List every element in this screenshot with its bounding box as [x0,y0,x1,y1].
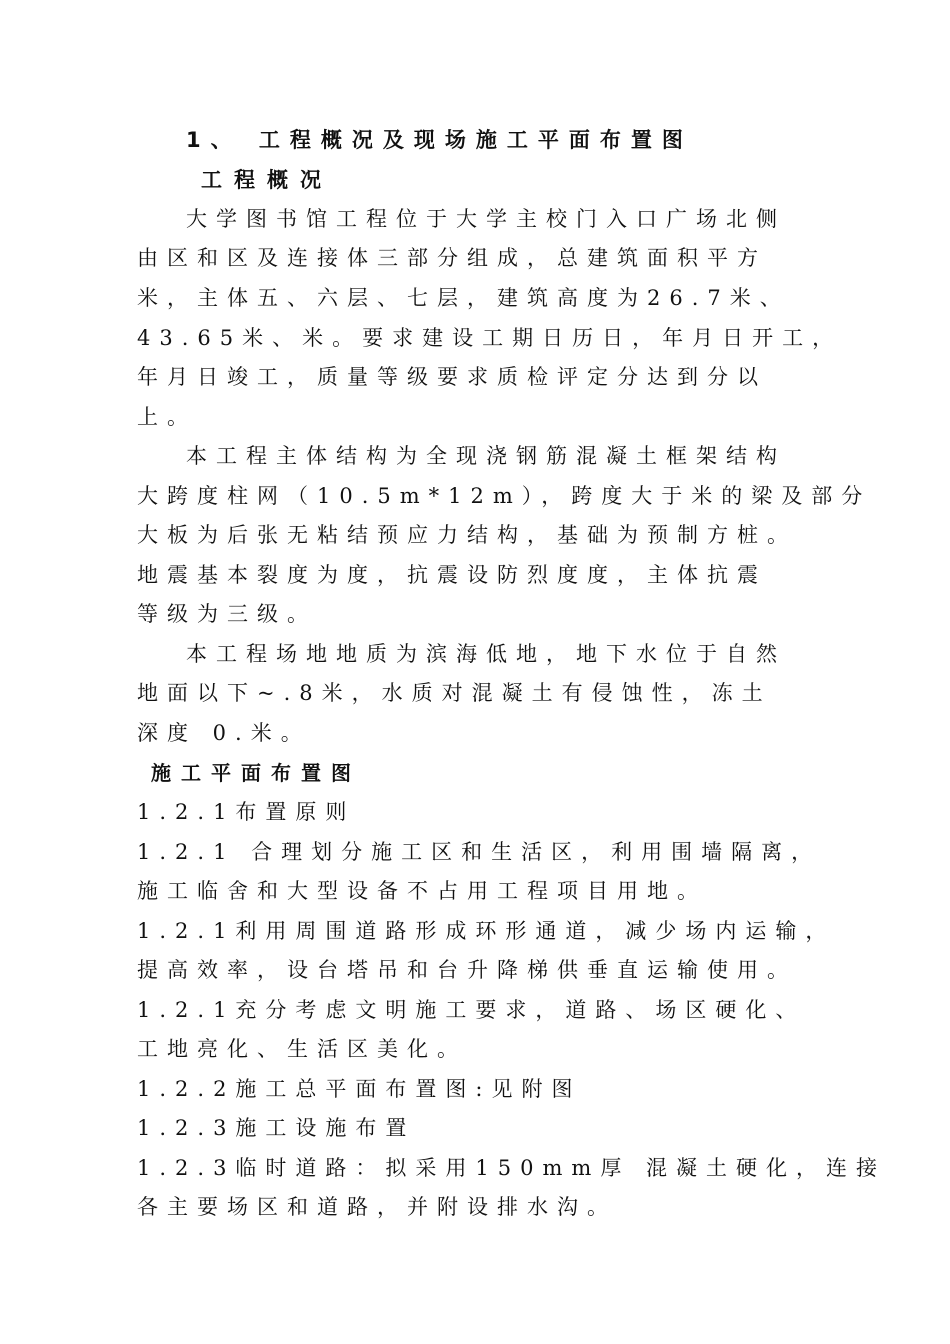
layout-line: 1.2.2施工总平面布置图:见附图 [137,1077,582,1101]
paragraph-line: 大学图书馆工程位于大学主校门入口广场北侧 [186,207,786,231]
layout-line: 提高效率，设台塔吊和台升降梯供垂直运输使用。 [137,958,797,982]
paragraph-line: 大跨度柱网（10.5m*12m），跨度大于米的梁及部分 [137,484,872,508]
layout-line: 工地亮化、生活区美化。 [137,1037,467,1061]
paragraph-line: 由区和区及连接体三部分组成，总建筑面积平方 [137,246,767,270]
layout-line: 1.2.1充分考虑文明施工要求，道路、场区硬化、 [137,998,806,1022]
main-heading: 1、 工程概况及现场施工平面布置图 [186,128,693,152]
layout-line: 施工临舍和大型设备不占用工程项目用地。 [137,879,707,903]
paragraph-line: 深度 0.米。 [137,721,311,745]
paragraph-line: 上。 [137,405,197,429]
layout-line: 1.2.3施工设施布置 [137,1116,416,1140]
paragraph-line: 大板为后张无粘结预应力结构，基础为预制方桩。 [137,523,797,547]
paragraph-line: 等级为三级。 [137,602,317,626]
paragraph-line: 地面以下~.8米，水质对混凝土有侵蚀性，冻土 [137,681,772,705]
layout-line: 1.2.3临时道路：拟采用150mm厚 混凝土硬化，连接 [137,1156,887,1180]
section-heading-overview: 工程概况 [201,168,333,192]
section-heading-layout: 施工平面布置图 [151,761,361,785]
paragraph-line: 地震基本裂度为度，抗震设防烈度度，主体抗震 [137,563,767,587]
paragraph-line: 米，主体五、六层、七层，建筑高度为26.7米、 [137,286,790,310]
paragraph-line: 年月日竣工，质量等级要求质检评定分达到分以 [137,365,767,389]
layout-line: 1.2.1布置原则 [137,800,356,824]
layout-line: 各主要场区和道路，并附设排水沟。 [137,1195,617,1219]
paragraph-line: 本工程场地地质为滨海低地，地下水位于自然 [186,642,786,666]
layout-line: 1.2.1利用周围道路形成环形通道，减少场内运输， [137,919,836,943]
paragraph-line: 本工程主体结构为全现浇钢筋混凝土框架结构 [186,444,786,468]
paragraph-line: 43.65米、米。要求建设工期日历日，年月日开工， [137,326,843,350]
layout-line: 1.2.1 合理划分施工区和生活区，利用围墙隔离， [137,840,822,864]
